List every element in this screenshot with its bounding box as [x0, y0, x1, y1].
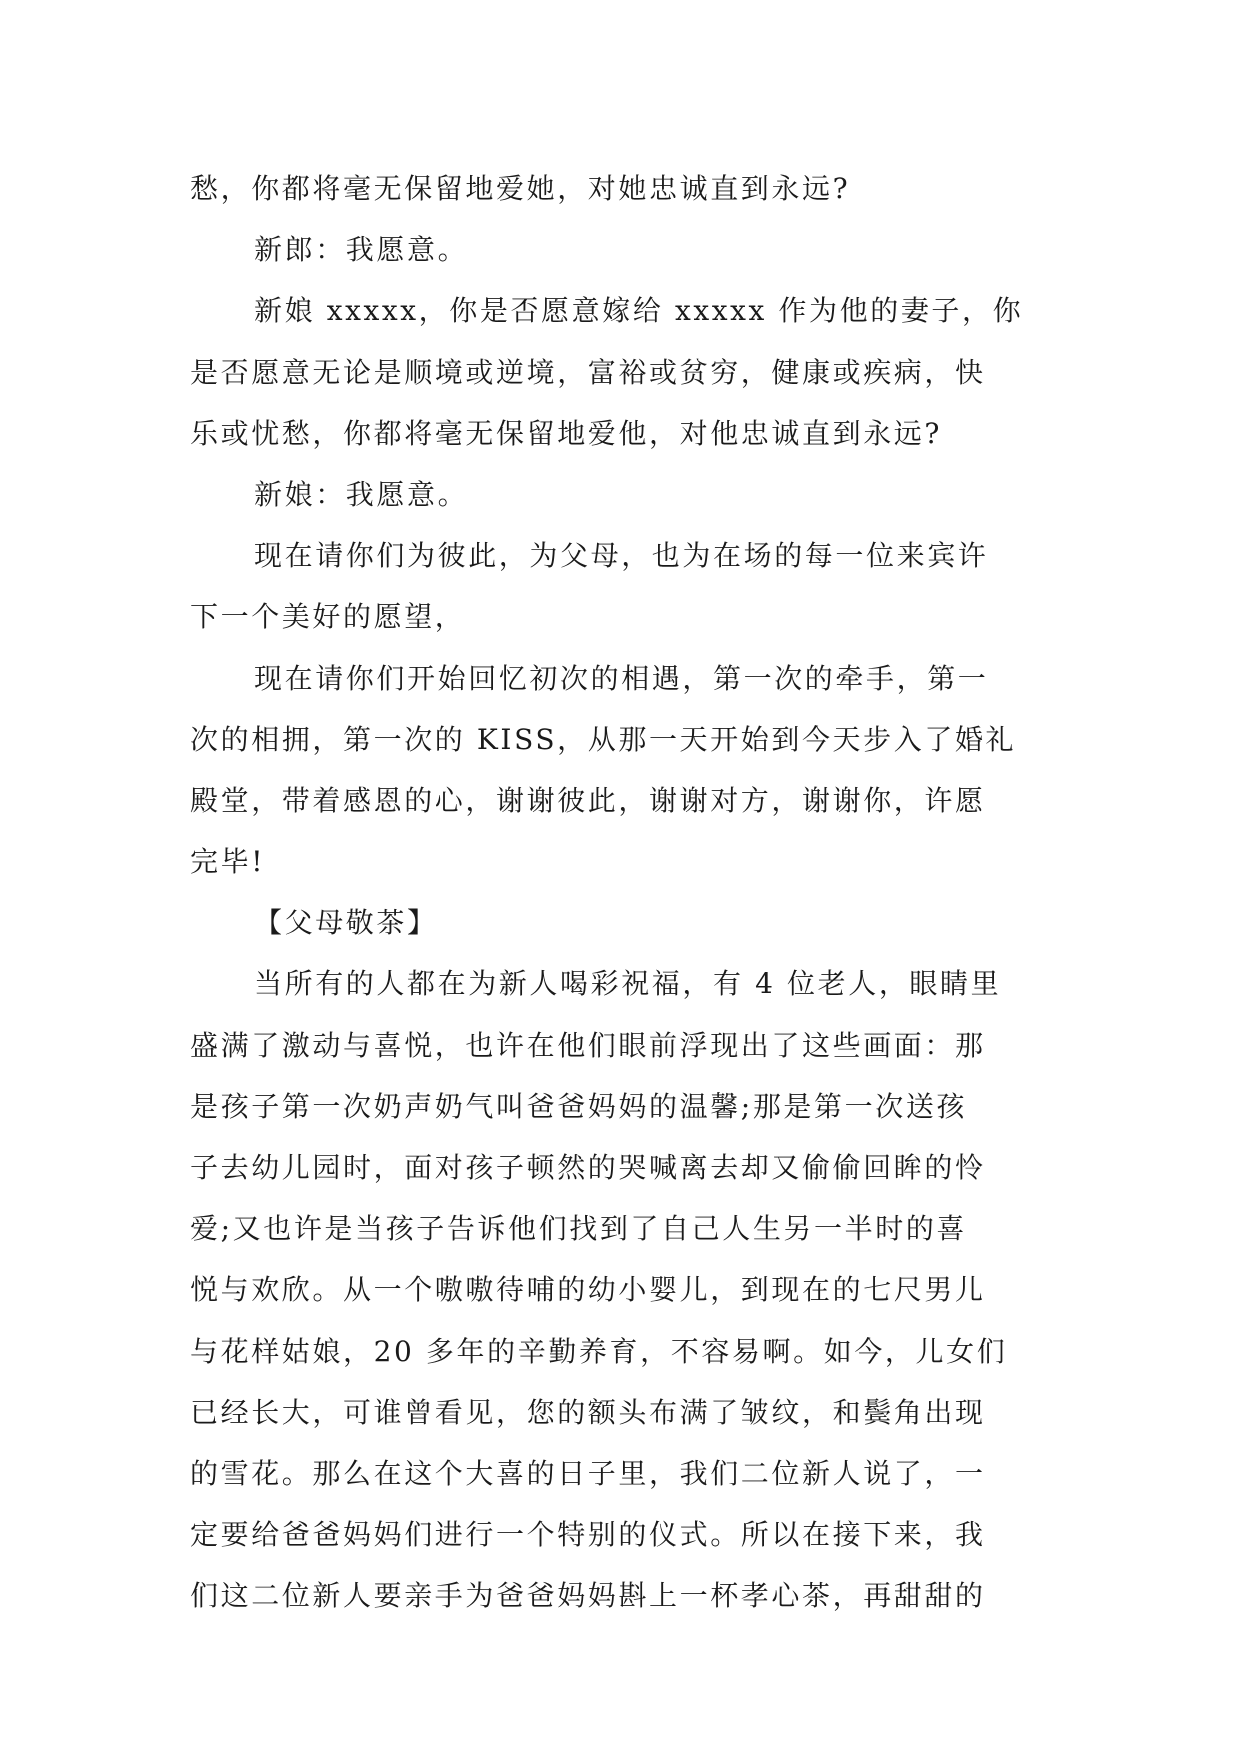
text-line: 次的相拥，第一次的 KISS，从那一天开始到今天步入了婚礼	[190, 722, 1017, 756]
text-line: 盛满了激动与喜悦，也许在他们眼前浮现出了这些画面：那	[190, 1028, 986, 1062]
text-line: 新娘 xxxxx，你是否愿意嫁给 xxxxx 作为他的妻子，你	[254, 294, 1024, 328]
section-heading: 【父母敬茶】	[254, 906, 438, 940]
text-line: 现在请你们为彼此，为父母，也为在场的每一位来宾许	[254, 539, 989, 573]
text-line: 的雪花。那么在这个大喜的日子里，我们二位新人说了，一	[190, 1456, 986, 1490]
text-line: 完毕!	[190, 845, 266, 879]
text-line: 新娘：我愿意。	[254, 477, 469, 511]
text-line: 殿堂，带着感恩的心，谢谢彼此，谢谢对方，谢谢你，许愿	[190, 783, 986, 817]
text-line: 定要给爸爸妈妈们进行一个特别的仪式。所以在接下来，我	[190, 1518, 986, 1552]
text-line: 乐或忧愁，你都将毫无保留地爱他，对他忠诚直到永远?	[190, 416, 943, 450]
text-line: 现在请你们开始回忆初次的相遇，第一次的牵手，第一	[254, 661, 989, 695]
text-line: 子去幼儿园时，面对孩子顿然的哭喊离去却又偷偷回眸的怜	[190, 1151, 986, 1184]
text-line: 们这二位新人要亲手为爸爸妈妈斟上一杯孝心茶，再甜甜的	[190, 1579, 986, 1613]
text-line: 愁，你都将毫无保留地爱她，对她忠诚直到永远?	[190, 172, 851, 205]
text-line: 是孩子第一次奶声奶气叫爸爸妈妈的温馨;那是第一次送孩	[190, 1089, 968, 1123]
text-line: 悦与欢欣。从一个嗷嗷待哺的幼小婴儿，到现在的七尺男儿	[190, 1273, 986, 1307]
text-line: 下一个美好的愿望，	[190, 600, 466, 634]
text-line: 与花样姑娘，20 多年的辛勤养育，不容易啊。如今，儿女们	[190, 1334, 1008, 1368]
document-body	[190, 158, 1046, 1627]
text-line: 已经长大，可谁曾看见，您的额头布满了皱纹，和鬓角出现	[190, 1395, 986, 1429]
text-line: 当所有的人都在为新人喝彩祝福，有 4 位老人，眼睛里	[254, 967, 1002, 1001]
text-line: 是否愿意无论是顺境或逆境，富裕或贫穷，健康或疾病，快	[190, 355, 986, 389]
text-line: 爱;又也许是当孩子告诉他们找到了自己人生另一半时的喜	[190, 1212, 968, 1246]
text-line: 新郎：我愿意。	[254, 233, 469, 267]
